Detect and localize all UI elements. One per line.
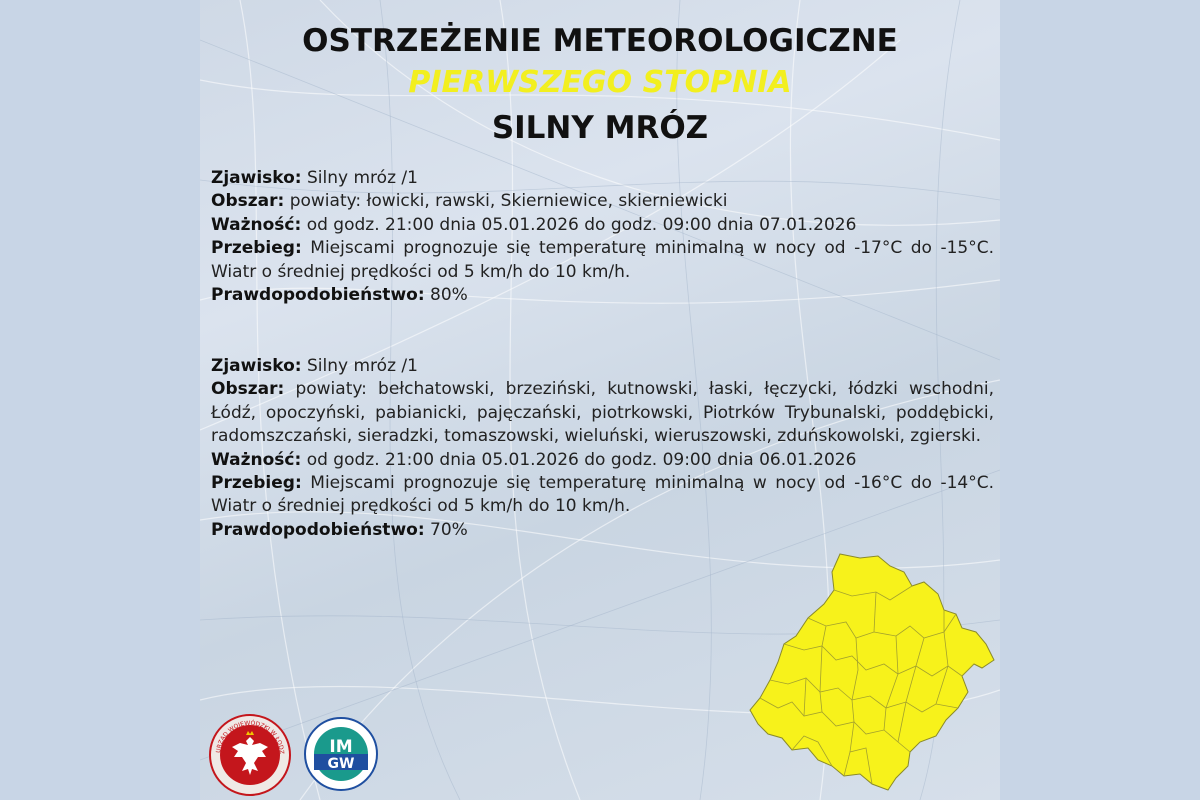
warning-card [200, 0, 1000, 800]
phenomenon-label: Zjawisko: [211, 356, 302, 376]
warning-phenomenon-title: SILNY MRÓZ [491, 110, 709, 146]
validity-line [211, 214, 994, 237]
probability-label: Prawdopodobieństwo: [211, 285, 425, 306]
course-line [211, 472, 994, 519]
phenomenon-value: Silny mróz /1 [307, 168, 418, 188]
area-label: Obszar: [211, 191, 285, 212]
course-label: Przebieg: [211, 473, 302, 494]
voivode-logo-text: URZĄD WOJEWÓDZKI W ŁODZ [215, 719, 286, 755]
course-line [211, 237, 994, 284]
probability-line [211, 519, 994, 542]
area-value: powiaty: łowicki, rawski, Skierniewice, skierniewicki [289, 191, 728, 212]
map-outline [750, 554, 994, 790]
area-value: powiaty: bełchatowski, brzeziński, kutnowski, łaski, łęczycki, łódzki wschodni, Łódź, opoczyński, pabianicki, pajęczański, piotrkowski, Piotrków Trybunalski, poddębicki, radomszczański, sieradzki, tomaszowski, wieluński, wieruszowski, zduńskowolski, zgierski. [211, 379, 994, 447]
title-block [200, 20, 1000, 152]
phenomenon-label: Zjawisko: [211, 168, 302, 188]
voivode-office-logo [208, 713, 292, 797]
validity-value: od godz. 21:00 dnia 05.01.2026 do godz. 09:00 dnia 07.01.2026 [306, 214, 857, 235]
area-line [211, 190, 994, 213]
imgw-logo [303, 716, 379, 792]
warning-title: OSTRZEŻENIE METEOROLOGICZNE [302, 23, 898, 59]
area-line [211, 378, 994, 448]
course-value: Miejscami prognozuje się temperaturę minimalną w nocy od -16°C do -14°C. Wiatr o średniej prędkości od 5 km/h do 10 km/h. [211, 473, 994, 517]
probability-line [211, 284, 994, 307]
warning-block-2 [211, 355, 994, 542]
probability-value: 80% [430, 285, 468, 306]
warning-block-1 [211, 167, 994, 307]
warning-degree: PIERWSZEGO STOPNIA [408, 65, 792, 100]
validity-line [211, 449, 994, 472]
validity-value: od godz. 21:00 dnia 05.01.2026 do godz. 09:00 dnia 06.01.2026 [306, 449, 857, 470]
course-value: Miejscami prognozuje się temperaturę minimalną w nocy od -17°C do -15°C. Wiatr o średniej prędkości od 5 km/h do 10 km/h. [211, 238, 994, 282]
course-label: Przebieg: [211, 238, 302, 259]
lodz-voivodeship-warning-map [748, 552, 998, 792]
phenomenon-value: Silny mróz /1 [307, 356, 418, 376]
probability-value: 70% [430, 519, 468, 540]
imgw-logo-top-text: IM [329, 737, 353, 757]
validity-label: Ważność: [211, 449, 302, 470]
probability-label: Prawdopodobieństwo: [211, 519, 425, 540]
validity-label: Ważność: [211, 214, 302, 235]
imgw-logo-bottom-text: GW [327, 756, 355, 772]
phenomenon-line [211, 355, 994, 378]
area-label: Obszar: [211, 379, 285, 400]
phenomenon-line [211, 167, 994, 190]
